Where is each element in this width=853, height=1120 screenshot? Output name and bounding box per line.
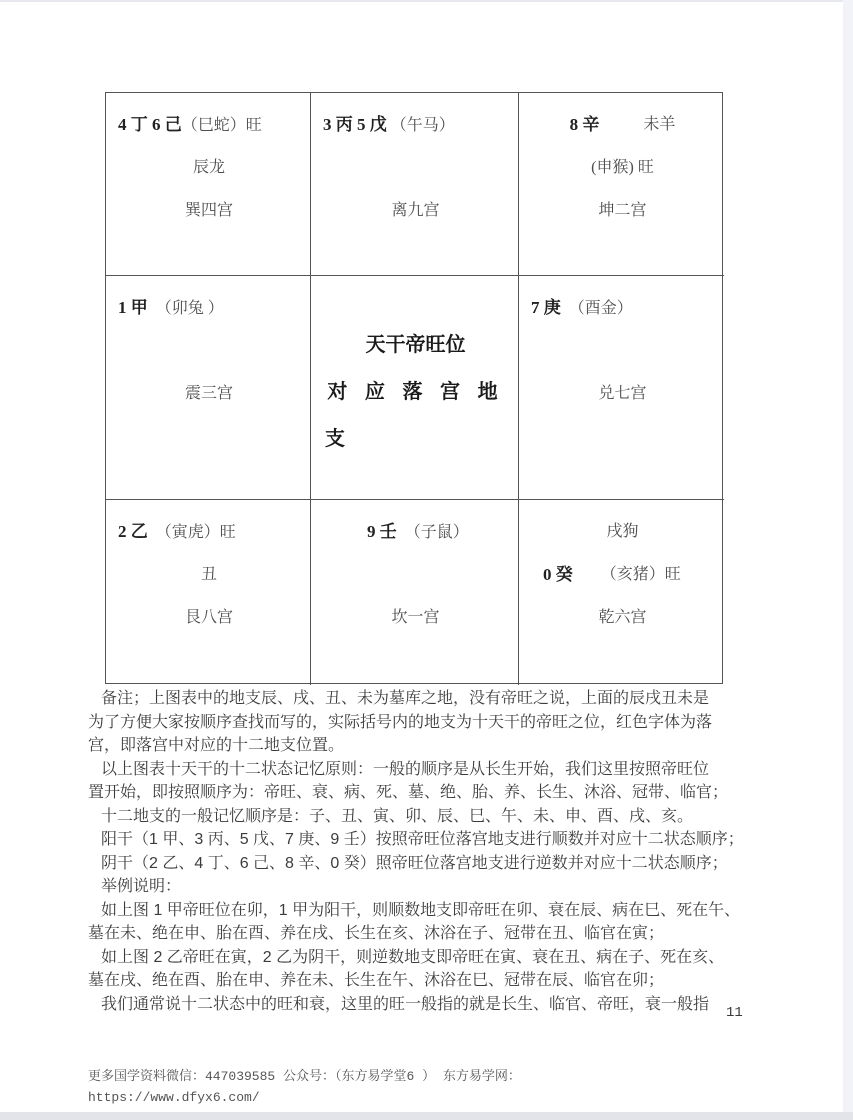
palace-label: 坎一宫 — [391, 609, 440, 626]
tiangan-diwang-table — [105, 92, 723, 684]
body-line: 阳干（1 甲、3 丙、5 戊、7 庚、9 壬）按照帝旺位落宫地支进行顺数并对应十二状态顺序； — [101, 831, 744, 848]
table-title-line-3: 支 — [325, 428, 345, 450]
body-line: 宫，即落宫中对应的十二地支位置。 — [88, 737, 345, 754]
body-line: 为了方便大家按顺序查找而写的，实际括号内的地支为十天干的帝旺之位，红色字体为落 — [88, 713, 713, 731]
body-line: 如上图 2 乙帝旺在寅，2 乙为阴干，则逆数地支即帝旺在寅、衰在丑、病在子、死在亥、 — [101, 948, 725, 966]
stem-label: 7 庚 — [531, 298, 561, 317]
zodiac-label: （酉金） — [560, 300, 633, 317]
cell-line-stem — [118, 510, 300, 553]
cell-line-stem — [118, 286, 300, 329]
cell-zhen-3 — [106, 276, 311, 500]
stem-label: 3 丙 5 戊 — [323, 115, 387, 134]
branch-label: 戌狗 — [606, 523, 639, 540]
spacer-line — [118, 329, 300, 372]
palace-label: 震三宫 — [184, 385, 233, 402]
body-line: 我们通常说十二状态中的旺和衰，这里的旺一般指的就是长生、临官、帝旺，衰一般指 — [101, 995, 710, 1013]
zodiac-label: （寅虎）旺 — [147, 524, 236, 541]
footer — [88, 1066, 521, 1108]
body-line: 举例说明： — [101, 878, 182, 895]
cell-xun-4 — [106, 93, 311, 276]
cell-li-9 — [311, 93, 519, 276]
cell-dui-7 — [519, 276, 724, 500]
body-line: 以上图表十天干的十二状态记忆原则：一般的顺序是从长生开始，我们这里按照帝旺位 — [101, 760, 710, 778]
palace-label: 兑七宫 — [598, 385, 647, 402]
cell-line-stem — [323, 510, 508, 553]
notes-text — [88, 687, 790, 1016]
cell-line-stem — [118, 103, 300, 146]
stem-label: 8 辛 — [569, 115, 600, 134]
spacer-line — [323, 146, 508, 189]
body-line: 墓在未、绝在申、胎在酉、养在戌、长生在亥、沐浴在子、冠带在丑、临官在寅； — [88, 925, 665, 942]
palace-label: 艮八宫 — [184, 609, 233, 626]
body-line: 备注；上图表中的地支辰、戌、丑、未为墓库之地，没有帝旺之说，上面的辰戌丑未是 — [101, 690, 710, 707]
cell-line-stem — [531, 286, 714, 329]
zodiac-label: （子鼠） — [396, 524, 469, 541]
document-page — [0, 2, 843, 1112]
zodiac-label: （午马） — [386, 117, 455, 134]
spacer-line — [531, 329, 714, 372]
branch-label: 丑 — [200, 566, 217, 583]
page-number: 11 — [726, 1005, 743, 1021]
palace-label: 离九宫 — [391, 202, 440, 219]
cell-gen-8 — [106, 500, 311, 685]
cell-kun-2 — [519, 93, 724, 276]
page-right-edge — [843, 0, 853, 1120]
page-bottom-edge — [0, 1112, 853, 1120]
cell-table-title — [311, 276, 519, 500]
cell-line-stem — [323, 103, 508, 146]
footer-contact: 更多国学资料微信：447039585 公众号：（东方易学堂6 ） 东方易学网： — [88, 1069, 521, 1084]
body-line: 置开始，即按照顺序为：帝旺、衰、病、死、墓、绝、胎、养、长生、沐浴、冠带、临官； — [88, 784, 729, 801]
zodiac-label: （巳蛇）旺 — [181, 117, 262, 134]
spacer-line — [323, 553, 508, 596]
palace-label: 乾六宫 — [598, 609, 647, 626]
table-title-line-1: 天干帝旺位 — [365, 334, 466, 356]
stem-label: 2 乙 — [118, 522, 148, 541]
palace-label: 巽四宫 — [184, 202, 233, 219]
stem-label: 4 丁 6 己 — [118, 115, 182, 134]
zodiac-label: 未羊 — [643, 116, 676, 133]
body-line: 十二地支的一般记忆顺序是：子、丑、寅、卯、辰、巳、午、未、申、酉、戌、亥。 — [101, 807, 694, 825]
body-line: 如上图 1 甲帝旺位在卯，1 甲为阳干，则顺数地支即帝旺在卯、衰在辰、病在巳、死在午、 — [101, 901, 741, 919]
cell-line-stem — [531, 553, 714, 596]
cell-qian-6 — [519, 500, 724, 685]
zodiac-label: （卯兔 ） — [147, 300, 224, 317]
body-line: 阴干（2 乙、4 丁、6 己、8 辛、0 癸）照帝旺位落宫地支进行逆数并对应十二状态顺序； — [101, 854, 728, 872]
palace-label: 坤二宫 — [598, 202, 647, 219]
cell-line-stem — [531, 103, 714, 146]
branch-label: 辰龙 — [192, 159, 225, 176]
stem-label: 9 壬 — [367, 522, 397, 541]
zodiac-label: (申猴) 旺 — [591, 159, 654, 176]
stem-label: 1 甲 — [118, 298, 148, 317]
cell-kan-1 — [311, 500, 519, 685]
table-title-line-2: 对 应 落 宫 地 — [327, 381, 504, 403]
stem-label: 0 癸 — [543, 565, 573, 584]
body-line: 墓在戌、绝在酉、胎在申、养在未、长生在午、沐浴在巳、冠带在辰、临官在卯； — [88, 972, 665, 989]
zodiac-label: （亥猪）旺 — [600, 566, 681, 583]
footer-url: https://www.dfyx6.com/ — [88, 1090, 260, 1105]
